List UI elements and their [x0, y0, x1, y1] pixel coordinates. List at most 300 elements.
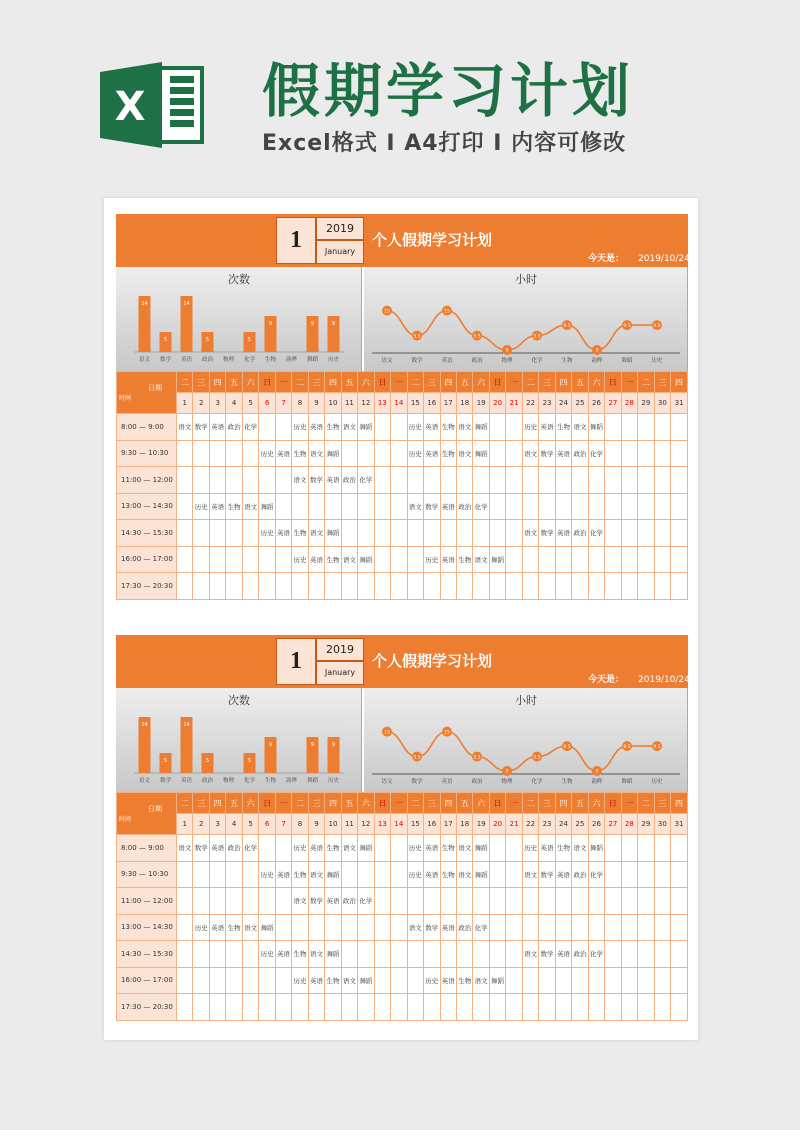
schedule-cell[interactable]	[193, 520, 209, 547]
schedule-cell[interactable]: 数学	[539, 520, 555, 547]
schedule-cell[interactable]	[259, 835, 275, 862]
schedule-cell[interactable]	[654, 546, 670, 573]
schedule-cell[interactable]	[226, 440, 242, 467]
schedule-cell[interactable]: 语文	[572, 414, 588, 441]
schedule-cell[interactable]	[654, 520, 670, 547]
schedule-cell[interactable]	[638, 467, 654, 494]
schedule-cell[interactable]	[671, 573, 688, 600]
schedule-cell[interactable]	[391, 493, 407, 520]
schedule-cell[interactable]	[358, 493, 374, 520]
schedule-cell[interactable]	[374, 414, 390, 441]
schedule-cell[interactable]: 舞蹈	[325, 941, 341, 968]
schedule-cell[interactable]	[654, 888, 670, 915]
schedule-cell[interactable]	[671, 520, 688, 547]
schedule-cell[interactable]	[440, 467, 456, 494]
schedule-cell[interactable]: 数学	[539, 440, 555, 467]
schedule-cell[interactable]	[621, 520, 637, 547]
schedule-cell[interactable]: 生物	[555, 414, 571, 441]
schedule-cell[interactable]: 英语	[424, 414, 440, 441]
schedule-cell[interactable]: 历史	[292, 835, 308, 862]
schedule-cell[interactable]	[621, 414, 637, 441]
schedule-cell[interactable]	[424, 573, 440, 600]
schedule-cell[interactable]	[638, 546, 654, 573]
schedule-cell[interactable]: 英语	[275, 520, 291, 547]
schedule-cell[interactable]	[177, 914, 193, 941]
schedule-cell[interactable]	[473, 573, 489, 600]
schedule-cell[interactable]	[539, 994, 555, 1021]
schedule-cell[interactable]	[473, 520, 489, 547]
schedule-cell[interactable]	[506, 835, 522, 862]
schedule-cell[interactable]	[440, 888, 456, 915]
schedule-cell[interactable]	[638, 967, 654, 994]
schedule-cell[interactable]	[292, 493, 308, 520]
schedule-cell[interactable]	[358, 861, 374, 888]
schedule-cell[interactable]: 生物	[456, 546, 472, 573]
schedule-cell[interactable]	[275, 888, 291, 915]
schedule-cell[interactable]: 历史	[424, 546, 440, 573]
schedule-cell[interactable]	[638, 914, 654, 941]
schedule-cell[interactable]	[555, 888, 571, 915]
schedule-cell[interactable]	[638, 520, 654, 547]
schedule-cell[interactable]	[193, 440, 209, 467]
schedule-cell[interactable]: 英语	[440, 914, 456, 941]
schedule-cell[interactable]	[572, 573, 588, 600]
schedule-cell[interactable]	[654, 414, 670, 441]
schedule-cell[interactable]	[374, 861, 390, 888]
schedule-cell[interactable]	[605, 546, 621, 573]
schedule-cell[interactable]	[226, 861, 242, 888]
schedule-cell[interactable]	[440, 520, 456, 547]
schedule-cell[interactable]: 语文	[473, 546, 489, 573]
schedule-cell[interactable]: 数学	[424, 493, 440, 520]
schedule-cell[interactable]	[407, 994, 423, 1021]
schedule-cell[interactable]	[539, 914, 555, 941]
schedule-cell[interactable]	[374, 520, 390, 547]
schedule-cell[interactable]: 舞蹈	[588, 835, 604, 862]
schedule-cell[interactable]	[605, 467, 621, 494]
schedule-cell[interactable]: 语文	[341, 414, 357, 441]
schedule-cell[interactable]	[456, 888, 472, 915]
schedule-cell[interactable]	[391, 861, 407, 888]
schedule-cell[interactable]	[391, 467, 407, 494]
schedule-cell[interactable]	[325, 573, 341, 600]
schedule-cell[interactable]: 政治	[572, 861, 588, 888]
schedule-cell[interactable]: 英语	[308, 967, 324, 994]
schedule-cell[interactable]	[177, 573, 193, 600]
schedule-cell[interactable]: 语文	[456, 835, 472, 862]
schedule-cell[interactable]	[522, 493, 538, 520]
schedule-cell[interactable]	[391, 440, 407, 467]
schedule-cell[interactable]	[177, 440, 193, 467]
schedule-cell[interactable]	[588, 467, 604, 494]
schedule-cell[interactable]	[358, 941, 374, 968]
schedule-cell[interactable]	[621, 941, 637, 968]
schedule-cell[interactable]: 英语	[209, 493, 225, 520]
schedule-cell[interactable]	[671, 414, 688, 441]
schedule-cell[interactable]: 语文	[456, 414, 472, 441]
schedule-cell[interactable]	[242, 941, 258, 968]
schedule-cell[interactable]	[226, 546, 242, 573]
schedule-cell[interactable]	[572, 546, 588, 573]
schedule-cell[interactable]: 历史	[292, 546, 308, 573]
schedule-cell[interactable]: 数学	[539, 941, 555, 968]
schedule-cell[interactable]: 数学	[193, 835, 209, 862]
schedule-cell[interactable]: 语文	[341, 546, 357, 573]
schedule-cell[interactable]: 英语	[308, 414, 324, 441]
schedule-cell[interactable]: 舞蹈	[473, 414, 489, 441]
schedule-cell[interactable]	[456, 994, 472, 1021]
schedule-cell[interactable]	[193, 994, 209, 1021]
schedule-cell[interactable]: 语文	[341, 835, 357, 862]
schedule-cell[interactable]	[605, 440, 621, 467]
schedule-cell[interactable]	[275, 573, 291, 600]
schedule-cell[interactable]: 生物	[440, 414, 456, 441]
schedule-cell[interactable]	[177, 967, 193, 994]
schedule-cell[interactable]: 英语	[308, 835, 324, 862]
schedule-cell[interactable]	[654, 967, 670, 994]
schedule-cell[interactable]	[177, 546, 193, 573]
schedule-cell[interactable]: 语文	[308, 861, 324, 888]
schedule-cell[interactable]	[621, 835, 637, 862]
schedule-cell[interactable]	[275, 414, 291, 441]
schedule-cell[interactable]	[588, 888, 604, 915]
schedule-cell[interactable]	[407, 967, 423, 994]
schedule-cell[interactable]	[506, 967, 522, 994]
schedule-cell[interactable]: 数学	[308, 888, 324, 915]
schedule-cell[interactable]: 英语	[555, 520, 571, 547]
schedule-cell[interactable]	[226, 467, 242, 494]
schedule-cell[interactable]	[391, 941, 407, 968]
schedule-cell[interactable]	[522, 888, 538, 915]
schedule-cell[interactable]	[341, 573, 357, 600]
schedule-cell[interactable]: 生物	[325, 546, 341, 573]
schedule-cell[interactable]	[621, 967, 637, 994]
schedule-cell[interactable]: 政治	[572, 440, 588, 467]
schedule-cell[interactable]	[555, 493, 571, 520]
schedule-cell[interactable]: 舞蹈	[358, 835, 374, 862]
schedule-cell[interactable]	[605, 520, 621, 547]
schedule-cell[interactable]	[473, 467, 489, 494]
schedule-cell[interactable]	[341, 861, 357, 888]
schedule-cell[interactable]	[539, 493, 555, 520]
schedule-cell[interactable]	[259, 967, 275, 994]
schedule-cell[interactable]	[621, 467, 637, 494]
schedule-cell[interactable]	[242, 467, 258, 494]
schedule-cell[interactable]	[226, 888, 242, 915]
schedule-cell[interactable]: 英语	[424, 440, 440, 467]
schedule-cell[interactable]: 舞蹈	[473, 835, 489, 862]
schedule-cell[interactable]	[638, 440, 654, 467]
schedule-cell[interactable]	[621, 914, 637, 941]
schedule-cell[interactable]	[555, 573, 571, 600]
schedule-cell[interactable]: 政治	[572, 520, 588, 547]
schedule-cell[interactable]: 舞蹈	[358, 546, 374, 573]
schedule-cell[interactable]	[407, 888, 423, 915]
schedule-cell[interactable]: 政治	[456, 493, 472, 520]
schedule-cell[interactable]	[193, 573, 209, 600]
schedule-cell[interactable]	[424, 520, 440, 547]
schedule-cell[interactable]	[209, 467, 225, 494]
schedule-cell[interactable]	[522, 573, 538, 600]
schedule-cell[interactable]: 英语	[555, 861, 571, 888]
schedule-cell[interactable]: 政治	[226, 835, 242, 862]
schedule-cell[interactable]: 语文	[292, 467, 308, 494]
schedule-cell[interactable]	[391, 835, 407, 862]
schedule-cell[interactable]	[193, 546, 209, 573]
schedule-cell[interactable]	[572, 967, 588, 994]
schedule-cell[interactable]	[358, 573, 374, 600]
schedule-cell[interactable]	[391, 414, 407, 441]
schedule-cell[interactable]	[391, 520, 407, 547]
schedule-cell[interactable]	[621, 493, 637, 520]
schedule-cell[interactable]: 化学	[588, 520, 604, 547]
schedule-cell[interactable]: 政治	[226, 414, 242, 441]
schedule-cell[interactable]	[374, 835, 390, 862]
schedule-cell[interactable]	[588, 493, 604, 520]
schedule-cell[interactable]: 历史	[193, 914, 209, 941]
schedule-cell[interactable]: 生物	[440, 440, 456, 467]
schedule-cell[interactable]	[325, 493, 341, 520]
schedule-cell[interactable]: 化学	[588, 861, 604, 888]
schedule-cell[interactable]: 语文	[242, 493, 258, 520]
schedule-cell[interactable]	[506, 861, 522, 888]
schedule-cell[interactable]: 英语	[209, 914, 225, 941]
schedule-cell[interactable]: 英语	[424, 835, 440, 862]
schedule-cell[interactable]	[654, 914, 670, 941]
schedule-cell[interactable]: 语文	[407, 914, 423, 941]
schedule-cell[interactable]: 语文	[177, 835, 193, 862]
schedule-cell[interactable]: 英语	[555, 440, 571, 467]
schedule-cell[interactable]	[605, 941, 621, 968]
schedule-cell[interactable]	[259, 546, 275, 573]
schedule-cell[interactable]	[374, 493, 390, 520]
schedule-cell[interactable]: 舞蹈	[325, 861, 341, 888]
schedule-cell[interactable]: 历史	[407, 835, 423, 862]
schedule-cell[interactable]: 英语	[440, 546, 456, 573]
schedule-cell[interactable]	[555, 967, 571, 994]
schedule-cell[interactable]: 语文	[522, 861, 538, 888]
schedule-cell[interactable]	[671, 440, 688, 467]
schedule-cell[interactable]	[391, 888, 407, 915]
schedule-cell[interactable]	[358, 914, 374, 941]
schedule-cell[interactable]	[341, 994, 357, 1021]
schedule-cell[interactable]: 政治	[341, 467, 357, 494]
schedule-cell[interactable]	[539, 967, 555, 994]
schedule-cell[interactable]: 舞蹈	[325, 520, 341, 547]
schedule-cell[interactable]	[572, 994, 588, 1021]
schedule-cell[interactable]	[242, 520, 258, 547]
schedule-cell[interactable]	[605, 835, 621, 862]
schedule-cell[interactable]	[654, 467, 670, 494]
schedule-cell[interactable]	[605, 861, 621, 888]
schedule-cell[interactable]	[242, 994, 258, 1021]
schedule-cell[interactable]	[671, 493, 688, 520]
schedule-cell[interactable]	[209, 520, 225, 547]
schedule-cell[interactable]	[506, 440, 522, 467]
schedule-cell[interactable]	[209, 967, 225, 994]
schedule-cell[interactable]	[572, 914, 588, 941]
schedule-cell[interactable]	[374, 573, 390, 600]
month-number[interactable]: 1	[276, 638, 316, 685]
schedule-cell[interactable]	[424, 941, 440, 968]
schedule-cell[interactable]	[638, 994, 654, 1021]
schedule-cell[interactable]	[374, 888, 390, 915]
schedule-cell[interactable]	[391, 546, 407, 573]
schedule-cell[interactable]	[671, 888, 688, 915]
schedule-cell[interactable]	[489, 914, 505, 941]
schedule-cell[interactable]	[506, 888, 522, 915]
schedule-cell[interactable]	[424, 467, 440, 494]
schedule-cell[interactable]	[671, 546, 688, 573]
schedule-cell[interactable]	[605, 414, 621, 441]
schedule-cell[interactable]: 历史	[424, 967, 440, 994]
schedule-cell[interactable]	[209, 994, 225, 1021]
schedule-cell[interactable]	[506, 994, 522, 1021]
schedule-cell[interactable]	[588, 967, 604, 994]
schedule-cell[interactable]: 生物	[292, 861, 308, 888]
schedule-cell[interactable]: 英语	[325, 467, 341, 494]
schedule-cell[interactable]	[605, 994, 621, 1021]
schedule-cell[interactable]	[259, 888, 275, 915]
schedule-cell[interactable]: 数学	[424, 914, 440, 941]
schedule-cell[interactable]	[489, 573, 505, 600]
schedule-cell[interactable]	[308, 573, 324, 600]
schedule-cell[interactable]	[671, 941, 688, 968]
schedule-cell[interactable]: 数学	[308, 467, 324, 494]
schedule-cell[interactable]	[341, 520, 357, 547]
schedule-cell[interactable]	[654, 994, 670, 1021]
schedule-cell[interactable]	[605, 493, 621, 520]
schedule-cell[interactable]	[588, 546, 604, 573]
schedule-cell[interactable]	[489, 861, 505, 888]
schedule-cell[interactable]	[275, 914, 291, 941]
schedule-cell[interactable]: 舞蹈	[358, 414, 374, 441]
schedule-cell[interactable]	[275, 994, 291, 1021]
schedule-cell[interactable]	[456, 520, 472, 547]
schedule-cell[interactable]	[407, 467, 423, 494]
schedule-cell[interactable]: 数学	[193, 414, 209, 441]
schedule-cell[interactable]	[374, 467, 390, 494]
schedule-cell[interactable]: 语文	[456, 440, 472, 467]
schedule-cell[interactable]	[325, 914, 341, 941]
schedule-cell[interactable]: 历史	[407, 440, 423, 467]
schedule-cell[interactable]	[374, 440, 390, 467]
schedule-cell[interactable]	[638, 493, 654, 520]
schedule-cell[interactable]	[226, 520, 242, 547]
schedule-cell[interactable]: 政治	[341, 888, 357, 915]
schedule-cell[interactable]	[259, 994, 275, 1021]
schedule-cell[interactable]	[374, 914, 390, 941]
schedule-cell[interactable]	[572, 888, 588, 915]
schedule-cell[interactable]: 英语	[308, 546, 324, 573]
schedule-cell[interactable]	[193, 861, 209, 888]
schedule-cell[interactable]	[506, 914, 522, 941]
schedule-cell[interactable]	[456, 573, 472, 600]
schedule-cell[interactable]: 英语	[275, 440, 291, 467]
schedule-cell[interactable]	[522, 546, 538, 573]
schedule-cell[interactable]: 化学	[473, 914, 489, 941]
schedule-cell[interactable]: 英语	[209, 414, 225, 441]
schedule-cell[interactable]: 英语	[555, 941, 571, 968]
schedule-cell[interactable]	[407, 520, 423, 547]
schedule-cell[interactable]: 历史	[292, 967, 308, 994]
schedule-cell[interactable]	[671, 967, 688, 994]
schedule-cell[interactable]	[292, 994, 308, 1021]
schedule-cell[interactable]	[193, 888, 209, 915]
schedule-cell[interactable]	[358, 520, 374, 547]
schedule-cell[interactable]	[572, 493, 588, 520]
schedule-cell[interactable]	[177, 520, 193, 547]
schedule-cell[interactable]: 英语	[325, 888, 341, 915]
schedule-cell[interactable]	[391, 573, 407, 600]
month-number[interactable]: 1	[276, 217, 316, 264]
schedule-cell[interactable]	[209, 440, 225, 467]
schedule-cell[interactable]	[275, 546, 291, 573]
schedule-cell[interactable]: 历史	[522, 414, 538, 441]
schedule-cell[interactable]: 生物	[440, 861, 456, 888]
schedule-cell[interactable]	[621, 573, 637, 600]
schedule-cell[interactable]: 语文	[572, 835, 588, 862]
schedule-cell[interactable]	[654, 941, 670, 968]
schedule-cell[interactable]	[391, 967, 407, 994]
schedule-cell[interactable]: 语文	[292, 888, 308, 915]
schedule-cell[interactable]	[226, 967, 242, 994]
schedule-cell[interactable]	[193, 467, 209, 494]
schedule-cell[interactable]: 化学	[588, 440, 604, 467]
schedule-cell[interactable]	[489, 888, 505, 915]
schedule-cell[interactable]	[605, 914, 621, 941]
schedule-cell[interactable]	[308, 994, 324, 1021]
schedule-cell[interactable]	[621, 440, 637, 467]
schedule-cell[interactable]	[325, 994, 341, 1021]
schedule-cell[interactable]: 英语	[539, 414, 555, 441]
schedule-cell[interactable]	[424, 994, 440, 1021]
schedule-cell[interactable]: 化学	[473, 493, 489, 520]
year-cell[interactable]: 2019	[316, 217, 364, 240]
schedule-cell[interactable]: 历史	[292, 414, 308, 441]
schedule-cell[interactable]: 历史	[193, 493, 209, 520]
schedule-cell[interactable]: 生物	[292, 520, 308, 547]
schedule-cell[interactable]	[374, 546, 390, 573]
schedule-cell[interactable]: 语文	[242, 914, 258, 941]
schedule-cell[interactable]	[177, 941, 193, 968]
schedule-cell[interactable]: 生物	[325, 967, 341, 994]
schedule-cell[interactable]	[654, 861, 670, 888]
schedule-cell[interactable]	[341, 914, 357, 941]
schedule-cell[interactable]	[440, 941, 456, 968]
schedule-cell[interactable]: 政治	[572, 941, 588, 968]
schedule-cell[interactable]: 化学	[358, 888, 374, 915]
schedule-cell[interactable]: 生物	[292, 941, 308, 968]
schedule-cell[interactable]	[391, 994, 407, 1021]
schedule-cell[interactable]	[506, 941, 522, 968]
schedule-cell[interactable]	[341, 493, 357, 520]
schedule-cell[interactable]	[539, 546, 555, 573]
schedule-cell[interactable]	[588, 914, 604, 941]
schedule-cell[interactable]	[242, 888, 258, 915]
schedule-cell[interactable]	[506, 467, 522, 494]
schedule-cell[interactable]: 语文	[308, 941, 324, 968]
schedule-cell[interactable]	[605, 573, 621, 600]
schedule-cell[interactable]: 舞蹈	[259, 493, 275, 520]
schedule-cell[interactable]: 政治	[456, 914, 472, 941]
schedule-cell[interactable]	[275, 467, 291, 494]
schedule-cell[interactable]	[292, 914, 308, 941]
schedule-cell[interactable]	[638, 888, 654, 915]
schedule-cell[interactable]	[555, 467, 571, 494]
schedule-cell[interactable]: 生物	[226, 493, 242, 520]
schedule-cell[interactable]	[522, 467, 538, 494]
